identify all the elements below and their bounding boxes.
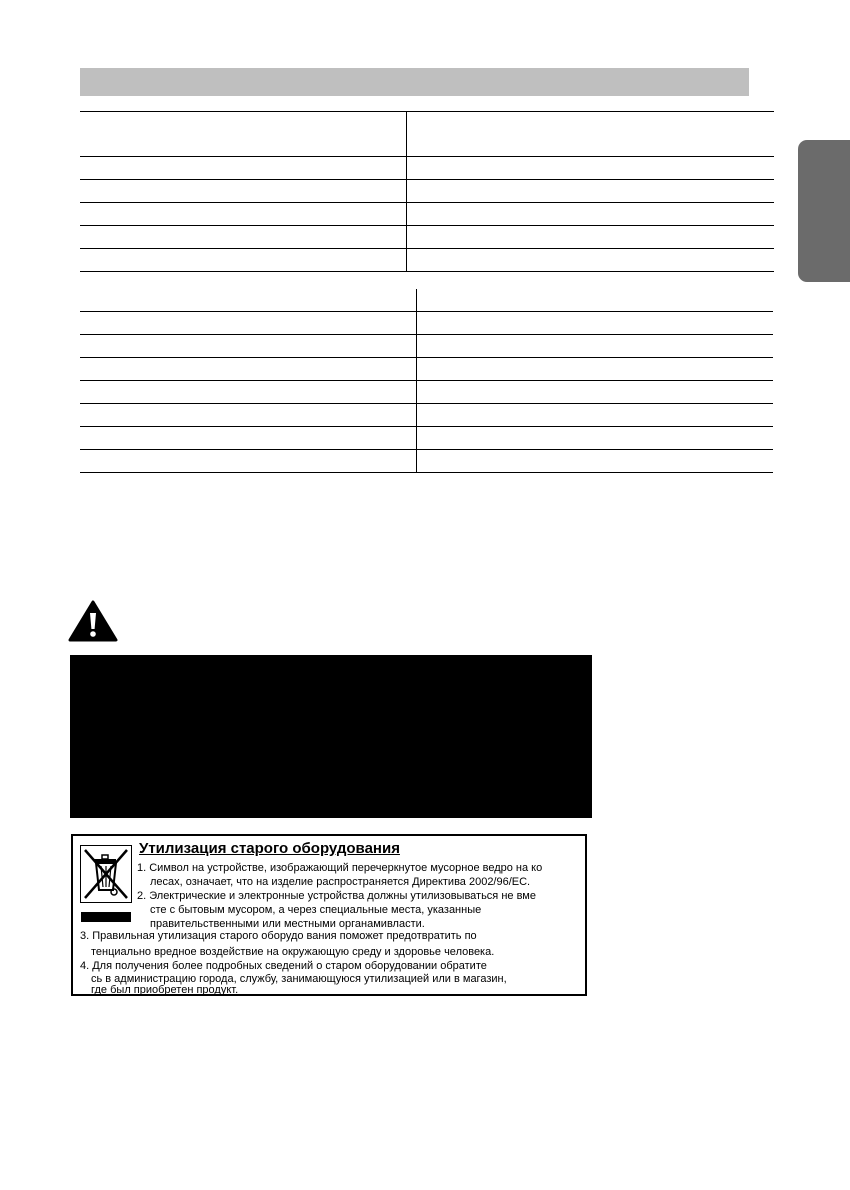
spec-table-1 [80,111,774,272]
language-side-tab [798,140,850,282]
table-cell [80,112,407,157]
table-row [80,180,774,203]
table-cell [417,312,774,335]
table-cell [407,157,775,180]
disposal-icon-bar [81,912,131,922]
spec-table-2 [80,289,773,473]
table-cell [80,312,417,335]
table-cell [407,180,775,203]
table-row [80,358,773,381]
table-cell [407,226,775,249]
table-row [80,312,773,335]
table-cell [407,203,775,226]
table-cell [80,203,407,226]
table-cell [80,381,417,404]
table-header-row [80,112,774,157]
disposal-line: 3. Правильная утилизация старого оборудо вания поможет предотвратить по [80,930,477,942]
table-row [80,289,773,312]
disposal-line: тенциально вредное воздействие на окружающую среду и здоровье человека. [91,946,495,958]
table-cell [80,157,407,180]
table-row [80,335,773,358]
table-cell [407,249,775,272]
table-cell [417,381,774,404]
table-cell [80,427,417,450]
table-cell [80,358,417,381]
disposal-line: сте с бытовым мусором, а через специальные места, указанные [150,904,482,916]
disposal-line: сь в администрацию города, службу, занимающуюся утилизацией или в магазин, [91,973,507,985]
table-cell [417,358,774,381]
section-title-bar [80,68,749,96]
warning-triangle-icon [68,600,118,642]
table-row [80,427,773,450]
disposal-line: 2. Электрические и электронные устройства должны утилизовываться не вме [137,890,536,902]
redacted-warning-block [70,655,592,818]
disposal-line: 1. Символ на устройстве, изображающий перечеркнутое мусорное ведро на ко [137,862,543,874]
table-cell [80,180,407,203]
crossed-out-wheelie-bin-icon [81,846,131,902]
table-cell [417,427,774,450]
table-row [80,226,774,249]
table-cell [417,335,774,358]
table-cell [80,226,407,249]
table-row [80,381,773,404]
disposal-line: правительственными или местными органамивласти. [150,918,425,930]
table-row [80,450,773,473]
table-cell [417,404,774,427]
table-row [80,404,773,427]
disposal-line: лесах, означает, что на изделие распространяется Директива 2002/96/EC. [150,876,531,888]
disposal-title: Утилизация старого оборудования [139,840,400,857]
disposal-icon-frame [80,845,132,903]
disposal-notice [71,834,587,996]
disposal-line: где был приобретен продукт. [91,984,239,996]
table-cell [407,112,775,157]
table-row [80,157,774,180]
table-row [80,249,774,272]
table-cell [80,249,407,272]
table-row [80,203,774,226]
table-cell [80,450,417,473]
disposal-line: 4. Для получения более подробных сведений о старом оборудовании обратите [80,960,487,972]
table-cell [80,289,417,312]
table-cell [80,335,417,358]
table-cell [417,289,774,312]
table-cell [417,450,774,473]
table-cell [80,404,417,427]
